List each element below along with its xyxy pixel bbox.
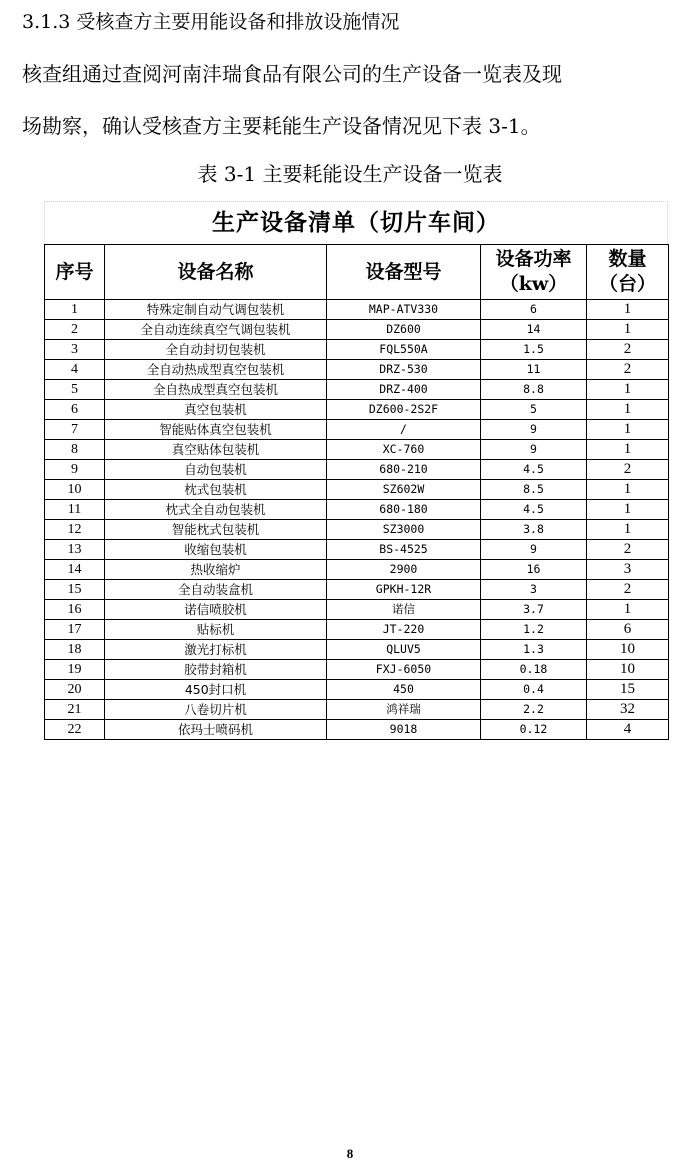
cell-qty: 1 — [587, 380, 669, 400]
cell-model: XC-760 — [327, 440, 481, 460]
cell-model: DRZ-400 — [327, 380, 481, 400]
cell-power: 1.2 — [481, 620, 587, 640]
cell-power: 6 — [481, 300, 587, 320]
cell-model: MAP-ATV330 — [327, 300, 481, 320]
cell-name: 诺信喷胶机 — [105, 600, 327, 620]
cell-no: 10 — [45, 480, 105, 500]
header-qty-unit: （台） — [598, 273, 656, 295]
cell-no: 17 — [45, 620, 105, 640]
table-row — [45, 500, 669, 520]
table-row — [45, 480, 669, 500]
cell-no: 6 — [45, 400, 105, 420]
cell-name: 八卷切片机 — [105, 700, 327, 720]
cell-no: 21 — [45, 700, 105, 720]
cell-qty: 1 — [587, 600, 669, 620]
cell-no: 5 — [45, 380, 105, 400]
cell-power: 3.8 — [481, 520, 587, 540]
table-row — [45, 440, 669, 460]
cell-power: 4.5 — [481, 460, 587, 480]
paragraph-line-1: 核查组通过查阅河南沣瑞食品有限公司的生产设备一览表及现 — [22, 62, 562, 86]
cell-qty: 1 — [587, 500, 669, 520]
cell-name: 胶带封箱机 — [105, 660, 327, 680]
cell-power: 4.5 — [481, 500, 587, 520]
cell-model: 9018 — [327, 720, 481, 740]
cell-no: 12 — [45, 520, 105, 540]
header-name: 设备名称 — [105, 245, 327, 300]
cell-model: GPKH-12R — [327, 580, 481, 600]
cell-name: 真空包装机 — [105, 400, 327, 420]
table-header-row — [45, 245, 669, 300]
cell-name: 依玛士喷码机 — [105, 720, 327, 740]
cell-power: 0.12 — [481, 720, 587, 740]
cell-no: 18 — [45, 640, 105, 660]
table-row — [45, 380, 669, 400]
cell-name: 智能枕式包装机 — [105, 520, 327, 540]
cell-qty: 1 — [587, 320, 669, 340]
cell-name: 收缩包装机 — [105, 540, 327, 560]
cell-model: 680-180 — [327, 500, 481, 520]
cell-no: 22 — [45, 720, 105, 740]
cell-qty: 10 — [587, 660, 669, 680]
cell-name: 全自动封切包装机 — [105, 340, 327, 360]
table-row — [45, 540, 669, 560]
cell-qty: 1 — [587, 400, 669, 420]
table-row — [45, 640, 669, 660]
cell-name: 特殊定制自动气调包装机 — [105, 300, 327, 320]
cell-name: 枕式全自动包装机 — [105, 500, 327, 520]
header-power — [481, 245, 587, 300]
cell-model: 450 — [327, 680, 481, 700]
cell-power: 9 — [481, 540, 587, 560]
cell-no: 19 — [45, 660, 105, 680]
header-power-label: 设备功率 — [495, 248, 572, 270]
cell-power: 0.4 — [481, 680, 587, 700]
cell-no: 4 — [45, 360, 105, 380]
cell-name: 贴标机 — [105, 620, 327, 640]
cell-name: 450封口机 — [105, 680, 327, 700]
cell-qty: 1 — [587, 520, 669, 540]
table-row — [45, 680, 669, 700]
cell-qty: 4 — [587, 720, 669, 740]
cell-model: BS-4525 — [327, 540, 481, 560]
cell-name: 全自动连续真空气调包装机 — [105, 320, 327, 340]
equipment-table — [44, 244, 669, 740]
cell-no: 16 — [45, 600, 105, 620]
cell-name: 全自动热成型真空包装机 — [105, 360, 327, 380]
table-row — [45, 320, 669, 340]
cell-no: 11 — [45, 500, 105, 520]
table-row — [45, 460, 669, 480]
cell-power: 8.5 — [481, 480, 587, 500]
cell-model: SZ3000 — [327, 520, 481, 540]
cell-name: 自动包装机 — [105, 460, 327, 480]
cell-name: 真空贴体包装机 — [105, 440, 327, 460]
cell-no: 14 — [45, 560, 105, 580]
cell-power: 9 — [481, 440, 587, 460]
cell-no: 1 — [45, 300, 105, 320]
cell-power: 0.18 — [481, 660, 587, 680]
cell-qty: 6 — [587, 620, 669, 640]
cell-model: 2900 — [327, 560, 481, 580]
table-row — [45, 300, 669, 320]
header-qty — [587, 245, 669, 300]
cell-model: DZ600 — [327, 320, 481, 340]
cell-power: 3 — [481, 580, 587, 600]
table-row — [45, 560, 669, 580]
cell-no: 3 — [45, 340, 105, 360]
cell-power: 2.2 — [481, 700, 587, 720]
page-number: 8 — [346, 1146, 354, 1161]
cell-power: 3.7 — [481, 600, 587, 620]
cell-no: 20 — [45, 680, 105, 700]
cell-no: 8 — [45, 440, 105, 460]
cell-no: 2 — [45, 320, 105, 340]
equipment-sheet — [44, 201, 668, 740]
cell-power: 14 — [481, 320, 587, 340]
table-row — [45, 400, 669, 420]
header-model: 设备型号 — [327, 245, 481, 300]
cell-no: 9 — [45, 460, 105, 480]
cell-model: / — [327, 420, 481, 440]
cell-model: FQL550A — [327, 340, 481, 360]
cell-qty: 2 — [587, 540, 669, 560]
cell-model: SZ602W — [327, 480, 481, 500]
cell-model: DRZ-530 — [327, 360, 481, 380]
cell-qty: 3 — [587, 560, 669, 580]
header-power-unit: （kw） — [499, 273, 568, 295]
cell-model: 680-210 — [327, 460, 481, 480]
cell-power: 16 — [481, 560, 587, 580]
cell-model: FXJ-6050 — [327, 660, 481, 680]
cell-qty: 32 — [587, 700, 669, 720]
cell-qty: 2 — [587, 580, 669, 600]
header-no: 序号 — [45, 245, 105, 300]
paragraph-line-2: 场勘察，确认受核查方主要耗能生产设备情况见下表 3-1。 — [22, 114, 541, 138]
table-row — [45, 340, 669, 360]
table-row — [45, 660, 669, 680]
cell-power: 9 — [481, 420, 587, 440]
cell-power: 1.5 — [481, 340, 587, 360]
cell-model: 诺信 — [327, 600, 481, 620]
cell-power: 11 — [481, 360, 587, 380]
table-row — [45, 580, 669, 600]
cell-power: 1.3 — [481, 640, 587, 660]
header-qty-label: 数量 — [608, 248, 647, 270]
cell-qty: 15 — [587, 680, 669, 700]
table-row — [45, 700, 669, 720]
cell-power: 8.8 — [481, 380, 587, 400]
cell-qty: 2 — [587, 340, 669, 360]
cell-model: JT-220 — [327, 620, 481, 640]
cell-model: DZ600-2S2F — [327, 400, 481, 420]
cell-no: 7 — [45, 420, 105, 440]
cell-qty: 2 — [587, 360, 669, 380]
cell-model: 鸿祥瑞 — [327, 700, 481, 720]
cell-name: 全自动装盒机 — [105, 580, 327, 600]
cell-no: 15 — [45, 580, 105, 600]
cell-name: 枕式包装机 — [105, 480, 327, 500]
cell-qty: 1 — [587, 420, 669, 440]
cell-power: 5 — [481, 400, 587, 420]
cell-name: 全自热成型真空包装机 — [105, 380, 327, 400]
cell-qty: 10 — [587, 640, 669, 660]
cell-no: 13 — [45, 540, 105, 560]
cell-name: 热收缩炉 — [105, 560, 327, 580]
table-row — [45, 600, 669, 620]
cell-qty: 2 — [587, 460, 669, 480]
cell-model: QLUV5 — [327, 640, 481, 660]
table-row — [45, 360, 669, 380]
cell-qty: 1 — [587, 440, 669, 460]
cell-name: 智能贴体真空包装机 — [105, 420, 327, 440]
sheet-title: 生产设备清单（切片车间） — [44, 201, 668, 244]
table-row — [45, 520, 669, 540]
section-heading: 3.1.3 受核查方主要用能设备和排放设施情况 — [22, 11, 400, 33]
cell-name: 激光打标机 — [105, 640, 327, 660]
cell-qty: 1 — [587, 300, 669, 320]
cell-qty: 1 — [587, 480, 669, 500]
table-caption: 表 3-1 主要耗能设生产设备一览表 — [197, 162, 503, 186]
table-row — [45, 620, 669, 640]
table-row — [45, 720, 669, 740]
table-row — [45, 420, 669, 440]
